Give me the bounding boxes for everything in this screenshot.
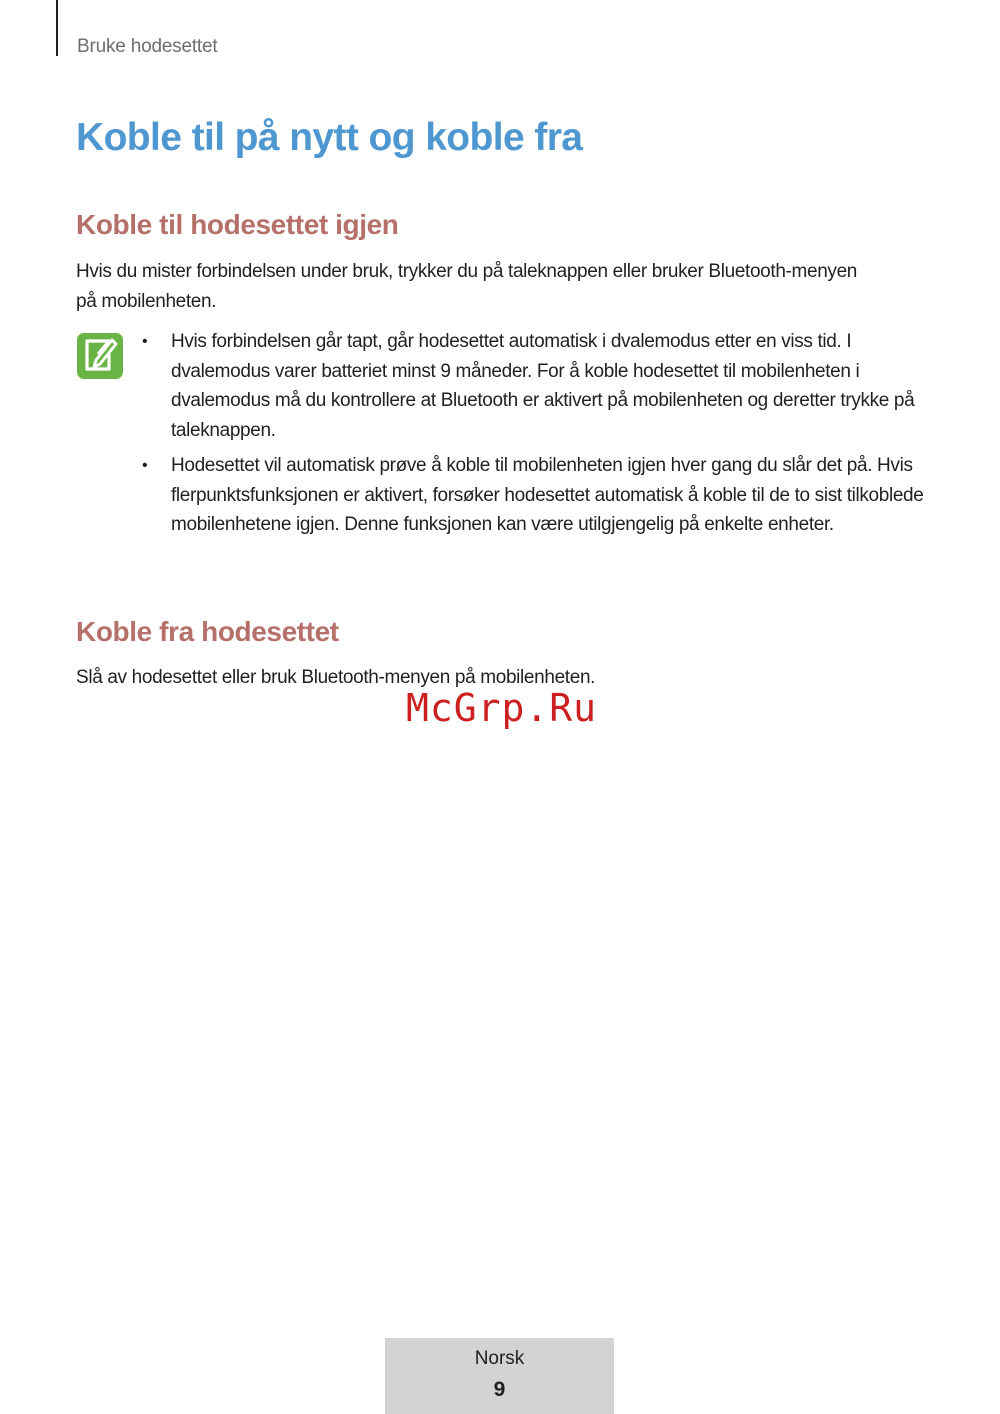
section-heading-disconnect: Koble fra hodesettet	[76, 616, 339, 647]
note-bullet-list	[140, 327, 930, 546]
list-item	[140, 327, 930, 445]
page-number: 9	[493, 1378, 506, 1401]
disconnect-body: Slå av hodesettet eller bruk Bluetooth-menyen på mobilenheten.	[76, 667, 596, 688]
bullet-text: Hodesettet vil automatisk prøve å koble til mobilenheten igjen hver gang du slår det på. Hvis flerpunktsfunksjonen er aktivert, forsøker hodesettet automatisk å koble til de to sist tilkoblede mobilenhetene igjen. Denne funksjonen kan være utilgjengelig på enkelte enheter.	[171, 455, 924, 535]
footer-box	[385, 1338, 614, 1414]
reconnect-intro: Hvis du mister forbindelsen under bruk, trykker du på taleknappen eller bruker Bluetooth-menyen på mobilenheten.	[76, 261, 858, 312]
page-title: Koble til på nytt og koble fra	[76, 116, 583, 159]
note-pencil-icon	[75, 331, 125, 381]
list-item	[140, 451, 930, 540]
watermark: McGrp.Ru	[406, 686, 598, 730]
bullet-dot: •	[142, 457, 148, 474]
header-rule	[56, 0, 58, 56]
section-heading-reconnect: Koble til hodesettet igjen	[76, 209, 399, 240]
bullet-dot: •	[142, 333, 148, 350]
bullet-text: Hvis forbindelsen går tapt, går hodesettet automatisk i dvalemodus etter en viss tid. I dvalemodus varer batteriet minst 9 måneder. For å koble hodesettet til mobilenheten i dvalemodus må du kontrollere at Bluetooth er aktivert på mobilenheten og deretter trykke på taleknappen.	[171, 331, 915, 441]
footer-language: Norsk	[474, 1348, 525, 1369]
running-header: Bruke hodesettet	[77, 36, 218, 57]
